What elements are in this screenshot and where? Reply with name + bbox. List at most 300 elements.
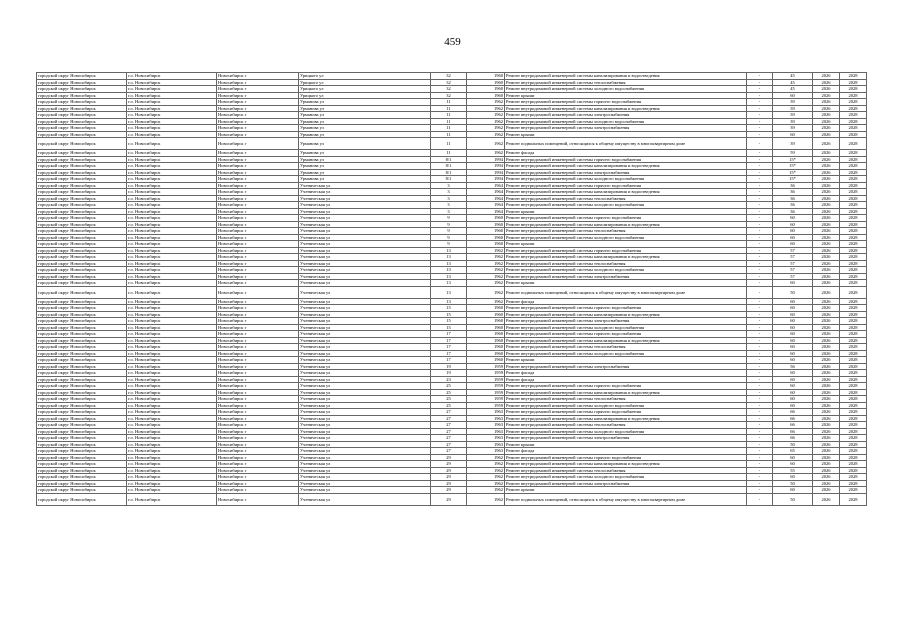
house-number-cell: 17	[431, 357, 467, 364]
street-cell: Ученическая ул	[299, 247, 431, 254]
dash-cell: -	[747, 448, 773, 455]
table-row	[37, 286, 867, 298]
municipality-cell: городской округ Новосибирск	[37, 79, 127, 86]
dash-cell: -	[747, 350, 773, 357]
start-year-cell: 2026	[813, 138, 840, 150]
street-cell: Ученическая ул	[299, 454, 431, 461]
start-year-cell: 2026	[813, 298, 840, 305]
city-cell: Новосибирск г	[217, 79, 299, 86]
dash-cell: -	[747, 247, 773, 254]
house-number-cell: 27	[431, 441, 467, 448]
municipality-cell: городской округ Новосибирск	[37, 228, 127, 235]
year-built-cell: 1960	[467, 337, 505, 344]
start-year-cell: 2026	[813, 273, 840, 280]
wear-percent-cell: 45	[773, 79, 813, 86]
street-cell: Ученическая ул	[299, 376, 431, 383]
street-cell: Урицкого ул	[299, 79, 431, 86]
street-cell: Ученическая ул	[299, 208, 431, 215]
municipality-cell: городской округ Новосибирск	[37, 493, 127, 505]
city-cell: Новосибирск г	[217, 112, 299, 119]
municipality-cell: городской округ Новосибирск	[37, 286, 127, 298]
year-built-cell: 1962	[467, 461, 505, 468]
city-cell: Новосибирск г	[217, 318, 299, 325]
district-cell: г.о. Новосибирск	[127, 79, 217, 86]
dash-cell: -	[747, 215, 773, 222]
start-year-cell: 2026	[813, 344, 840, 351]
wear-percent-cell: 56	[773, 363, 813, 370]
dash-cell: -	[747, 86, 773, 93]
city-cell: Новосибирск г	[217, 344, 299, 351]
end-year-cell: 2028	[840, 487, 867, 494]
year-built-cell: 1962	[467, 480, 505, 487]
house-number-cell: 29	[431, 480, 467, 487]
start-year-cell: 2026	[813, 86, 840, 93]
street-cell: Урманова ул	[299, 169, 431, 176]
house-number-cell: 32	[431, 92, 467, 99]
city-cell: Новосибирск г	[217, 422, 299, 429]
district-cell: г.о. Новосибирск	[127, 435, 217, 442]
house-number-cell: 3	[431, 195, 467, 202]
end-year-cell: 2028	[840, 298, 867, 305]
municipality-cell: городской округ Новосибирск	[37, 331, 127, 338]
city-cell: Новосибирск г	[217, 163, 299, 170]
wear-percent-cell: 50	[773, 286, 813, 298]
wear-percent-cell: 60	[773, 376, 813, 383]
year-built-cell: 1960	[467, 331, 505, 338]
dash-cell: -	[747, 311, 773, 318]
start-year-cell: 2026	[813, 337, 840, 344]
end-year-cell: 2028	[840, 480, 867, 487]
start-year-cell: 2026	[813, 461, 840, 468]
start-year-cell: 2026	[813, 105, 840, 112]
district-cell: г.о. Новосибирск	[127, 280, 217, 287]
end-year-cell: 2028	[840, 318, 867, 325]
district-cell: г.о. Новосибирск	[127, 182, 217, 189]
city-cell: Новосибирск г	[217, 169, 299, 176]
house-number-cell: 9	[431, 228, 467, 235]
end-year-cell: 2028	[840, 331, 867, 338]
house-number-cell: 27	[431, 448, 467, 455]
year-built-cell: 1963	[467, 435, 505, 442]
municipality-cell: городской округ Новосибирск	[37, 461, 127, 468]
dash-cell: -	[747, 273, 773, 280]
municipality-cell: городской округ Новосибирск	[37, 305, 127, 312]
district-cell: г.о. Новосибирск	[127, 454, 217, 461]
street-cell: Урманова ул	[299, 156, 431, 163]
house-number-cell: 13	[431, 280, 467, 287]
work-type-cell: Ремонт крыши	[505, 280, 747, 287]
street-cell: Урманова ул	[299, 163, 431, 170]
house-number-cell: 11	[431, 150, 467, 157]
end-year-cell: 2028	[840, 202, 867, 209]
year-built-cell: 1962	[467, 298, 505, 305]
year-built-cell: 1962	[467, 105, 505, 112]
wear-percent-cell: 60	[773, 461, 813, 468]
start-year-cell: 2026	[813, 493, 840, 505]
city-cell: Новосибирск г	[217, 402, 299, 409]
work-type-cell: Ремонт внутридомовой инженерной системы горячего водоснабжения	[505, 331, 747, 338]
city-cell: Новосибирск г	[217, 441, 299, 448]
end-year-cell: 2028	[840, 324, 867, 331]
work-type-cell: Ремонт внутридомовой инженерной системы холодного водоснабжения	[505, 86, 747, 93]
wear-percent-cell: 36	[773, 182, 813, 189]
year-built-cell: 1962	[467, 286, 505, 298]
street-cell: Ученическая ул	[299, 357, 431, 364]
house-number-cell: 15	[431, 305, 467, 312]
house-number-cell: 3	[431, 208, 467, 215]
municipality-cell: городской округ Новосибирск	[37, 441, 127, 448]
dash-cell: -	[747, 357, 773, 364]
dash-cell: -	[747, 228, 773, 235]
city-cell: Новосибирск г	[217, 376, 299, 383]
work-type-cell: Ремонт крыши	[505, 441, 747, 448]
year-built-cell: 1964	[467, 189, 505, 196]
city-cell: Новосибирск г	[217, 370, 299, 377]
start-year-cell: 2026	[813, 118, 840, 125]
start-year-cell: 2026	[813, 363, 840, 370]
work-type-cell: Ремонт внутридомовой инженерной системы горячего водоснабжения	[505, 215, 747, 222]
dash-cell: -	[747, 208, 773, 215]
wear-percent-cell: 60	[773, 311, 813, 318]
end-year-cell: 2028	[840, 189, 867, 196]
start-year-cell: 2026	[813, 234, 840, 241]
work-type-cell: Ремонт внутридомовой инженерной системы горячего водоснабжения	[505, 383, 747, 390]
year-built-cell: 1959	[467, 383, 505, 390]
year-built-cell: 1962	[467, 247, 505, 254]
house-number-cell: 9	[431, 234, 467, 241]
start-year-cell: 2026	[813, 241, 840, 248]
dash-cell: -	[747, 324, 773, 331]
work-type-cell: Ремонт внутридомовой инженерной системы горячего водоснабжения	[505, 247, 747, 254]
house-number-cell: 9	[431, 215, 467, 222]
end-year-cell: 2028	[840, 461, 867, 468]
year-built-cell: 1960	[467, 344, 505, 351]
end-year-cell: 2028	[840, 234, 867, 241]
year-built-cell: 1960	[467, 228, 505, 235]
house-number-cell: 11	[431, 131, 467, 138]
district-cell: г.о. Новосибирск	[127, 324, 217, 331]
city-cell: Новосибирск г	[217, 280, 299, 287]
wear-percent-cell: 60	[773, 474, 813, 481]
district-cell: г.о. Новосибирск	[127, 402, 217, 409]
city-cell: Новосибирск г	[217, 415, 299, 422]
street-cell: Ученическая ул	[299, 234, 431, 241]
district-cell: г.о. Новосибирск	[127, 169, 217, 176]
wear-percent-cell: 45	[773, 73, 813, 80]
wear-percent-cell: 60	[773, 344, 813, 351]
end-year-cell: 2028	[840, 267, 867, 274]
city-cell: Новосибирск г	[217, 125, 299, 132]
start-year-cell: 2026	[813, 260, 840, 267]
dash-cell: -	[747, 389, 773, 396]
work-type-cell: Ремонт внутридомовой инженерной системы канализирования и водоотведения	[505, 415, 747, 422]
district-cell: г.о. Новосибирск	[127, 370, 217, 377]
district-cell: г.о. Новосибирск	[127, 86, 217, 93]
year-built-cell: 1960	[467, 350, 505, 357]
city-cell: Новосибирск г	[217, 138, 299, 150]
street-cell: Ученическая ул	[299, 402, 431, 409]
street-cell: Ученическая ул	[299, 298, 431, 305]
house-number-cell: 8/1	[431, 169, 467, 176]
work-type-cell: Ремонт внутридомовой инженерной системы электроснабжения	[505, 480, 747, 487]
street-cell: Ученическая ул	[299, 415, 431, 422]
house-number-cell: 13	[431, 247, 467, 254]
work-type-cell: Ремонт крыши	[505, 208, 747, 215]
house-number-cell: 17	[431, 337, 467, 344]
city-cell: Новосибирск г	[217, 86, 299, 93]
end-year-cell: 2028	[840, 247, 867, 254]
city-cell: Новосибирск г	[217, 105, 299, 112]
year-built-cell: 1960	[467, 92, 505, 99]
work-type-cell: Ремонт крыши	[505, 357, 747, 364]
dash-cell: -	[747, 415, 773, 422]
wear-percent-cell: 60	[773, 234, 813, 241]
start-year-cell: 2026	[813, 324, 840, 331]
end-year-cell: 2028	[840, 286, 867, 298]
end-year-cell: 2028	[840, 208, 867, 215]
work-type-cell: Ремонт внутридомовой инженерной системы канализирования и водоотведения	[505, 337, 747, 344]
year-built-cell: 1963	[467, 448, 505, 455]
district-cell: г.о. Новосибирск	[127, 493, 217, 505]
street-cell: Ученическая ул	[299, 286, 431, 298]
year-built-cell: 1960	[467, 318, 505, 325]
street-cell: Ученическая ул	[299, 273, 431, 280]
end-year-cell: 2028	[840, 131, 867, 138]
work-type-cell: Ремонт внутридомовой инженерной системы горячего водоснабжения	[505, 156, 747, 163]
end-year-cell: 2028	[840, 493, 867, 505]
work-type-cell: Ремонт внутридомовой инженерной системы электроснабжения	[505, 169, 747, 176]
wear-percent-cell: 15*	[773, 163, 813, 170]
district-cell: г.о. Новосибирск	[127, 99, 217, 106]
year-built-cell: 1960	[467, 79, 505, 86]
wear-percent-cell: 60	[773, 370, 813, 377]
year-built-cell: 1959	[467, 389, 505, 396]
district-cell: г.о. Новосибирск	[127, 311, 217, 318]
house-number-cell: 15	[431, 318, 467, 325]
start-year-cell: 2026	[813, 389, 840, 396]
dash-cell: -	[747, 396, 773, 403]
municipality-cell: городской округ Новосибирск	[37, 156, 127, 163]
house-number-cell: 29	[431, 493, 467, 505]
wear-percent-cell: 66	[773, 422, 813, 429]
work-type-cell: Ремонт внутридомовой инженерной системы горячего водоснабжения	[505, 409, 747, 416]
district-cell: г.о. Новосибирск	[127, 189, 217, 196]
work-type-cell: Ремонт внутридомовой инженерной системы канализирования и водоотведения	[505, 163, 747, 170]
wear-percent-cell: 15*	[773, 176, 813, 183]
dash-cell: -	[747, 112, 773, 119]
municipality-cell: городской округ Новосибирск	[37, 202, 127, 209]
district-cell: г.о. Новосибирск	[127, 422, 217, 429]
dash-cell: -	[747, 493, 773, 505]
year-built-cell: 1994	[467, 163, 505, 170]
year-built-cell: 1960	[467, 221, 505, 228]
street-cell: Ученическая ул	[299, 189, 431, 196]
street-cell: Ученическая ул	[299, 182, 431, 189]
end-year-cell: 2028	[840, 396, 867, 403]
municipality-cell: городской округ Новосибирск	[37, 467, 127, 474]
municipality-cell: городской округ Новосибирск	[37, 480, 127, 487]
district-cell: г.о. Новосибирск	[127, 131, 217, 138]
wear-percent-cell: 60	[773, 228, 813, 235]
wear-percent-cell: 55	[773, 467, 813, 474]
municipality-cell: городской округ Новосибирск	[37, 435, 127, 442]
end-year-cell: 2028	[840, 169, 867, 176]
district-cell: г.о. Новосибирск	[127, 202, 217, 209]
end-year-cell: 2028	[840, 73, 867, 80]
end-year-cell: 2028	[840, 441, 867, 448]
work-type-cell: Ремонт внутридомовой инженерной системы электроснабжения	[505, 435, 747, 442]
street-cell: Урманова ул	[299, 125, 431, 132]
city-cell: Новосибирск г	[217, 176, 299, 183]
dash-cell: -	[747, 344, 773, 351]
start-year-cell: 2026	[813, 169, 840, 176]
house-number-cell: 3	[431, 189, 467, 196]
municipality-cell: городской округ Новосибирск	[37, 234, 127, 241]
district-cell: г.о. Новосибирск	[127, 318, 217, 325]
dash-cell: -	[747, 331, 773, 338]
wear-percent-cell: 65	[773, 448, 813, 455]
year-built-cell: 1963	[467, 422, 505, 429]
start-year-cell: 2026	[813, 422, 840, 429]
municipality-cell: городской округ Новосибирск	[37, 221, 127, 228]
work-type-cell: Ремонт внутридомовой инженерной системы канализирования и водоотведения	[505, 73, 747, 80]
end-year-cell: 2028	[840, 241, 867, 248]
street-cell: Ученическая ул	[299, 383, 431, 390]
dash-cell: -	[747, 376, 773, 383]
wear-percent-cell: 60	[773, 337, 813, 344]
dash-cell: -	[747, 99, 773, 106]
city-cell: Новосибирск г	[217, 487, 299, 494]
dash-cell: -	[747, 260, 773, 267]
dash-cell: -	[747, 105, 773, 112]
district-cell: г.о. Новосибирск	[127, 125, 217, 132]
start-year-cell: 2026	[813, 254, 840, 261]
house-number-cell: 25	[431, 383, 467, 390]
wear-percent-cell: 36	[773, 189, 813, 196]
wear-percent-cell: 60	[773, 215, 813, 222]
district-cell: г.о. Новосибирск	[127, 156, 217, 163]
start-year-cell: 2026	[813, 467, 840, 474]
year-built-cell: 1964	[467, 195, 505, 202]
city-cell: Новосибирск г	[217, 383, 299, 390]
work-type-cell: Ремонт внутридомовой инженерной системы горячего водоснабжения	[505, 305, 747, 312]
house-number-cell: 32	[431, 73, 467, 80]
house-number-cell: 3	[431, 202, 467, 209]
dash-cell: -	[747, 363, 773, 370]
district-cell: г.о. Новосибирск	[127, 350, 217, 357]
house-number-cell: 13	[431, 298, 467, 305]
start-year-cell: 2026	[813, 195, 840, 202]
district-cell: г.о. Новосибирск	[127, 241, 217, 248]
city-cell: Новосибирск г	[217, 298, 299, 305]
start-year-cell: 2026	[813, 409, 840, 416]
municipality-cell: городской округ Новосибирск	[37, 344, 127, 351]
district-cell: г.о. Новосибирск	[127, 105, 217, 112]
municipality-cell: городской округ Новосибирск	[37, 189, 127, 196]
street-cell: Ученическая ул	[299, 337, 431, 344]
start-year-cell: 2026	[813, 215, 840, 222]
wear-percent-cell: 36	[773, 202, 813, 209]
street-cell: Урицкого ул	[299, 73, 431, 80]
city-cell: Новосибирск г	[217, 156, 299, 163]
city-cell: Новосибирск г	[217, 428, 299, 435]
street-cell: Урманова ул	[299, 176, 431, 183]
wear-percent-cell: 39	[773, 112, 813, 119]
street-cell: Ученическая ул	[299, 311, 431, 318]
end-year-cell: 2028	[840, 150, 867, 157]
house-number-cell: 11	[431, 112, 467, 119]
dash-cell: -	[747, 286, 773, 298]
wear-percent-cell: 39	[773, 125, 813, 132]
district-cell: г.о. Новосибирск	[127, 305, 217, 312]
city-cell: Новосибирск г	[217, 260, 299, 267]
wear-percent-cell: 39	[773, 138, 813, 150]
street-cell: Ученическая ул	[299, 260, 431, 267]
house-number-cell: 25	[431, 389, 467, 396]
work-type-cell: Ремонт внутридомовой инженерной системы холодного водоснабжения	[505, 267, 747, 274]
house-number-cell: 8/1	[431, 163, 467, 170]
city-cell: Новосибирск г	[217, 228, 299, 235]
work-type-cell: Ремонт фасада	[505, 298, 747, 305]
wear-percent-cell: 60	[773, 92, 813, 99]
street-cell: Урицкого ул	[299, 92, 431, 99]
dash-cell: -	[747, 195, 773, 202]
end-year-cell: 2028	[840, 422, 867, 429]
dash-cell: -	[747, 221, 773, 228]
city-cell: Новосибирск г	[217, 150, 299, 157]
municipality-cell: городской округ Новосибирск	[37, 324, 127, 331]
start-year-cell: 2026	[813, 131, 840, 138]
house-number-cell: 13	[431, 273, 467, 280]
start-year-cell: 2026	[813, 435, 840, 442]
street-cell: Ученическая ул	[299, 480, 431, 487]
start-year-cell: 2026	[813, 150, 840, 157]
street-cell: Урманова ул	[299, 138, 431, 150]
work-type-cell: Ремонт внутридомовой инженерной системы электроснабжения	[505, 112, 747, 119]
year-built-cell: 1959	[467, 363, 505, 370]
wear-percent-cell: 66	[773, 409, 813, 416]
street-cell: Ученическая ул	[299, 331, 431, 338]
house-number-cell: 15	[431, 324, 467, 331]
work-type-cell: Ремонт внутридомовой инженерной системы холодного водоснабжения	[505, 350, 747, 357]
end-year-cell: 2028	[840, 337, 867, 344]
municipality-cell: городской округ Новосибирск	[37, 86, 127, 93]
end-year-cell: 2028	[840, 195, 867, 202]
end-year-cell: 2028	[840, 357, 867, 364]
work-type-cell: Ремонт внутридомовой инженерной системы холодного водоснабжения	[505, 402, 747, 409]
work-type-cell: Ремонт внутридомовой инженерной системы канализирования и водоотведения	[505, 105, 747, 112]
district-cell: г.о. Новосибирск	[127, 461, 217, 468]
work-type-cell: Ремонт внутридомовой инженерной системы канализирования и водоотведения	[505, 461, 747, 468]
work-type-cell: Ремонт внутридомовой инженерной системы канализирования и водоотведения	[505, 311, 747, 318]
street-cell: Ученическая ул	[299, 318, 431, 325]
end-year-cell: 2028	[840, 86, 867, 93]
start-year-cell: 2026	[813, 318, 840, 325]
house-number-cell: 8/1	[431, 156, 467, 163]
district-cell: г.о. Новосибирск	[127, 448, 217, 455]
house-number-cell: 11	[431, 99, 467, 106]
street-cell: Урманова ул	[299, 131, 431, 138]
work-type-cell: Ремонт внутридомовой инженерной системы электроснабжения	[505, 363, 747, 370]
city-cell: Новосибирск г	[217, 241, 299, 248]
end-year-cell: 2028	[840, 383, 867, 390]
end-year-cell: 2028	[840, 125, 867, 132]
wear-percent-cell: 57	[773, 260, 813, 267]
district-cell: г.о. Новосибирск	[127, 118, 217, 125]
work-type-cell: Ремонт внутридомовой инженерной системы теплоснабжения	[505, 467, 747, 474]
end-year-cell: 2028	[840, 273, 867, 280]
city-cell: Новосибирск г	[217, 195, 299, 202]
